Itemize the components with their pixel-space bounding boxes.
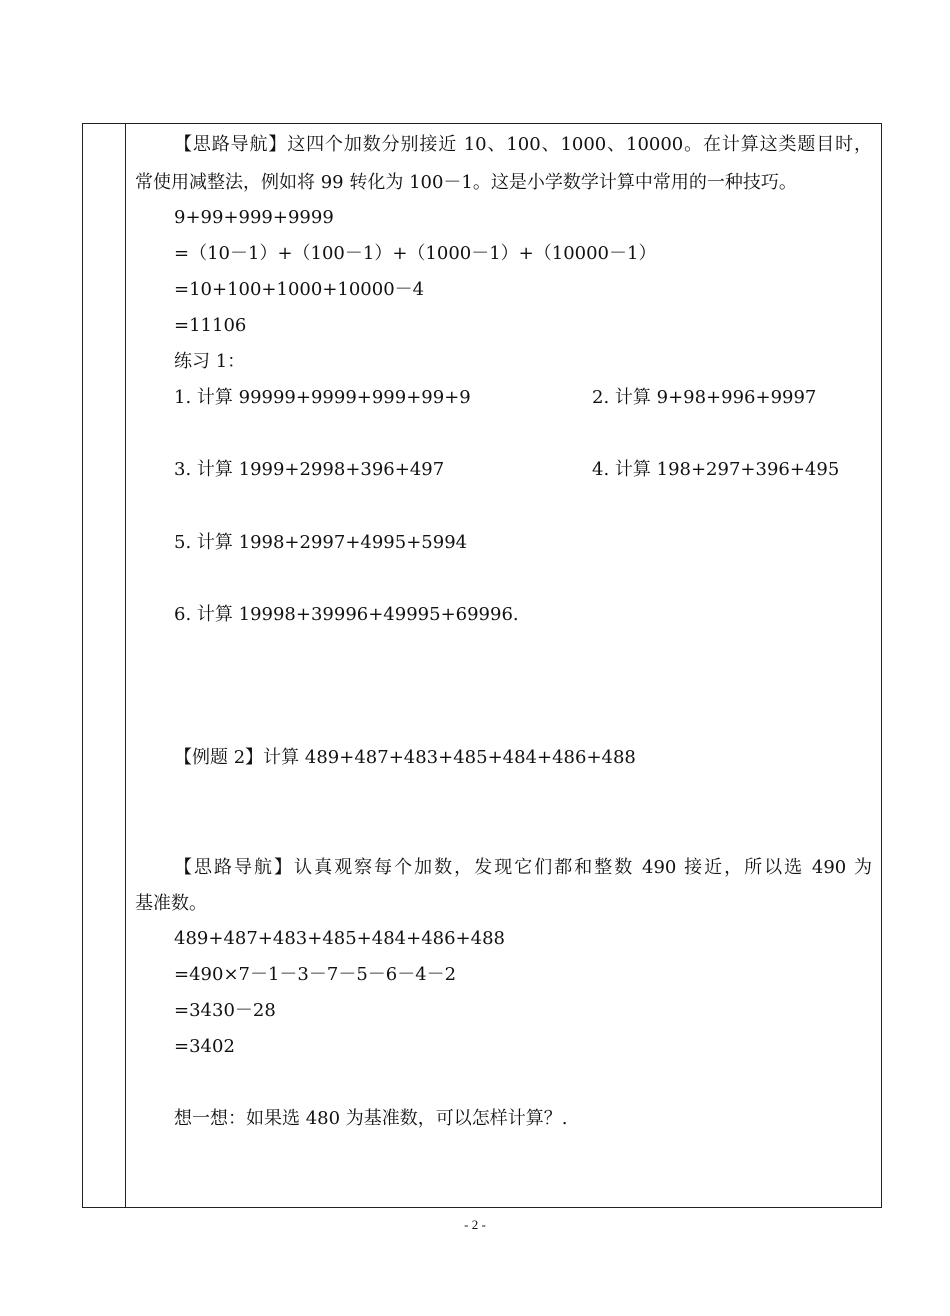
practice-heading: 练习 1：: [174, 351, 246, 372]
hint-paragraph-2-line-2: 基准数。: [135, 893, 207, 914]
solution-1-step-1: 9+99+999+9999: [174, 207, 334, 228]
solution-1-step-4: =11106: [174, 315, 247, 336]
practice-item-3: 3. 计算 1999+2998+396+497: [174, 459, 445, 480]
solution-1-step-3: =10+100+1000+10000－4: [174, 279, 425, 300]
solution-1-step-2: =（10－1）+（100－1）+（1000－1）+（10000－1）: [174, 243, 657, 264]
practice-item-1: 1. 计算 99999+9999+999+99+9: [174, 387, 471, 408]
hint-paragraph-1-line-2: 常使用减整法，例如将 99 转化为 100－1。这是小学数学计算中常用的一种技巧。: [135, 172, 797, 193]
solution-2-step-4: =3402: [174, 1036, 235, 1057]
practice-item-5: 5. 计算 1998+2997+4995+5994: [174, 532, 468, 553]
solution-2-step-2: =490×7－1－3－7－5－6－4－2: [174, 964, 457, 985]
hint-paragraph-2-line-1: 【思路导航】认真观察每个加数，发现它们都和整数 490 接近，所以选 490 为: [174, 857, 872, 878]
practice-item-6: 6. 计算 19998+39996+49995+69996.: [174, 604, 519, 625]
think-question: 想一想：如果选 480 为基准数，可以怎样计算？.: [174, 1108, 568, 1129]
solution-2-step-1: 489+487+483+485+484+486+488: [174, 928, 505, 949]
page-number: - 2 -: [464, 1217, 486, 1232]
solution-2-step-3: =3430－28: [174, 1000, 276, 1021]
example-2-title: 【例题 2】计算 489+487+483+485+484+486+488: [174, 747, 636, 768]
practice-item-2: 2. 计算 9+98+996+9997: [592, 387, 817, 408]
hint-paragraph-1-line-1: 【思路导航】这四个加数分别接近 10、100、1000、10000。在计算这类题目时，: [174, 134, 872, 155]
practice-item-4: 4. 计算 198+297+396+495: [592, 459, 840, 480]
